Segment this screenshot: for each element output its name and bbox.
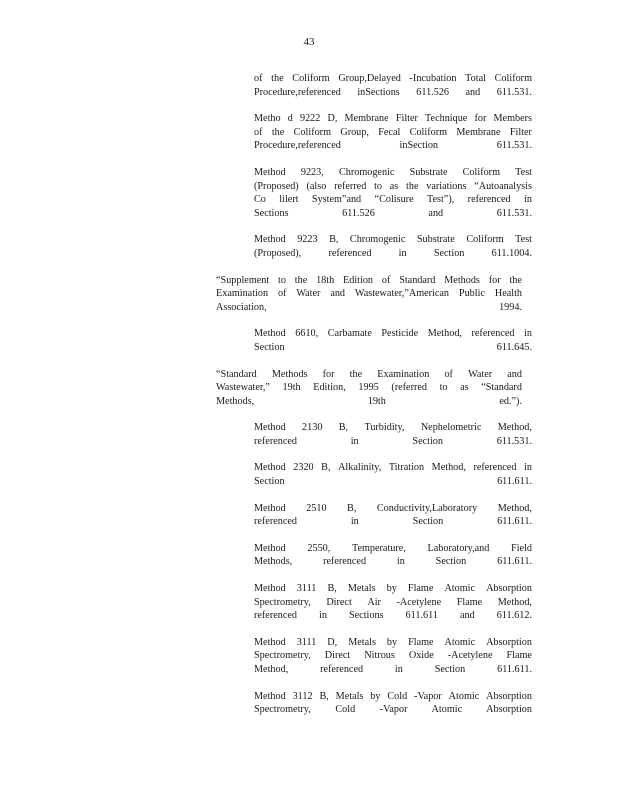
text-line: referenced in Sections 611.611 and 611.612.	[254, 610, 532, 622]
text-line: referenced in Section 611.611.	[254, 516, 532, 528]
method-paragraph	[254, 233, 532, 260]
text-line: Spectrometry, Direct Air -Acetylene Flame Method,	[254, 596, 532, 608]
text-line: Method, referenced in Section 611.611.	[254, 664, 532, 675]
reference-paragraph	[216, 274, 522, 315]
text-line: Method 6610, Carbamate Pesticide Method, referenced in	[254, 328, 532, 340]
text-line: Procedure,referenced inSections 611.526 and 611.531.	[254, 86, 532, 98]
text-line: Method 2130 B, Turbidity, Nephelometric Method,	[254, 422, 532, 434]
text-line: Co lilert System”and “Colisure Test”), referenced in	[254, 194, 532, 206]
text-line: of the Coliform Group,Delayed -Incubation Total Coliform	[254, 73, 532, 84]
text-line: Spectrometry, Cold -Vapor Atomic Absorption	[254, 704, 532, 716]
text-line: Method 3112 B, Metals by Cold -Vapor Atomic Absorption	[254, 690, 532, 702]
text-line: Examination of Water and Wastewater,”American Public Health	[216, 288, 522, 300]
page-number: 43	[303, 36, 315, 48]
method-paragraph	[254, 112, 532, 153]
method-paragraph	[254, 636, 532, 677]
method-paragraph	[254, 582, 532, 623]
text-line: Method 9223 B, Chromogenic Substrate Coliform Test	[254, 234, 532, 246]
text-line: referenced in Section 611.531.	[254, 435, 532, 447]
text-line: Sections 611.526 and 611.531.	[254, 207, 532, 219]
method-paragraph	[254, 166, 532, 220]
method-paragraph	[254, 461, 532, 488]
text-line: Section 611.611.	[254, 476, 532, 488]
text-line: Spectrometry, Direct Nitrous Oxide -Acetylene Flame	[254, 650, 532, 662]
text-line: of the Coliform Group, Fecal Coliform Membrane Filter	[254, 126, 532, 138]
text-line: Methods, 19th ed.”).	[216, 395, 522, 407]
text-line: (Proposed), referenced in Section 611.1004.	[254, 247, 532, 259]
text-line: Method 3111 B, Metals by Flame Atomic Absorption	[254, 583, 532, 595]
method-paragraph	[254, 542, 532, 569]
method-paragraph	[254, 327, 532, 354]
text-line: Procedure,referenced inSection 611.531.	[254, 140, 532, 152]
text-line: Method 9223, Chromogenic Substrate Coliform Test	[254, 166, 532, 178]
text-line: Section 611.645.	[254, 341, 532, 353]
document-body	[0, 72, 618, 717]
text-line: (Proposed) (also referred to as the variations “Autoanalysis	[254, 180, 532, 192]
method-paragraph	[254, 421, 532, 448]
method-paragraph	[254, 502, 532, 529]
method-paragraph	[254, 690, 532, 717]
text-line: Wastewater,” 19th Edition, 1995 (referred to as “Standard	[216, 382, 522, 394]
text-line: Methods, referenced in Section 611.611.	[254, 556, 532, 568]
text-line: Method 2320 B, Alkalinity, Titration Method, referenced in	[254, 462, 532, 474]
text-line: “Standard Methods for the Examination of Water and	[216, 368, 522, 380]
method-paragraph	[254, 72, 532, 99]
text-line: “Supplement to the 18th Edition of Standard Methods for the	[216, 274, 522, 286]
text-line: Method 3111 D, Metals by Flame Atomic Absorption	[254, 636, 532, 648]
text-line: Method 2510 B, Conductivity,Laboratory Method,	[254, 502, 532, 514]
text-line: Association, 1994.	[216, 301, 522, 313]
reference-paragraph	[216, 368, 522, 409]
text-line: Method 2550, Temperature, Laboratory,and Field	[254, 542, 532, 554]
text-line: Metho d 9222 D, Membrane Filter Technique for Members	[254, 113, 532, 125]
